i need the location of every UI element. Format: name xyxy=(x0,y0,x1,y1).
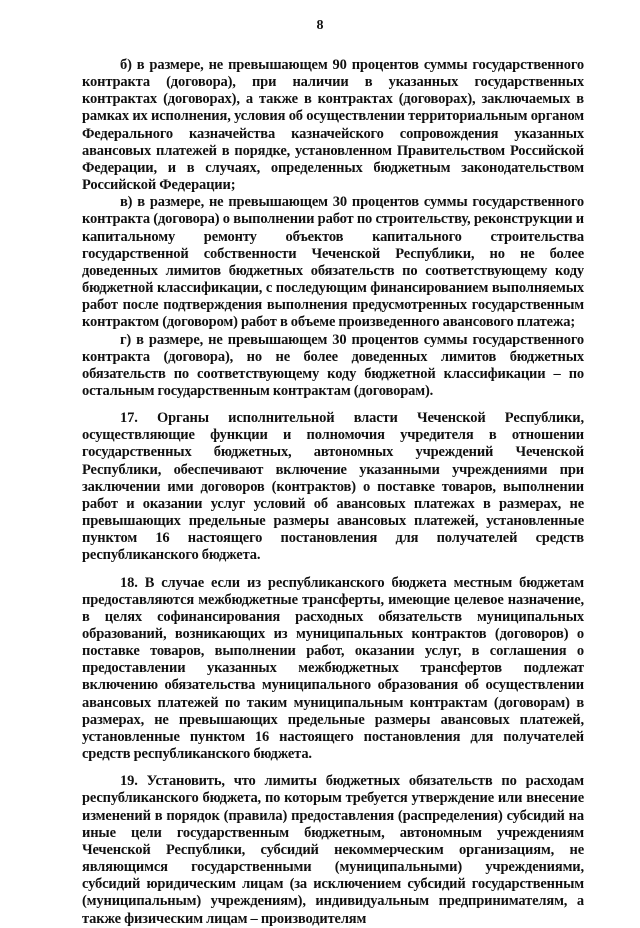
paragraph-subitem-g: г) в размере, не превышающем 30 процентов суммы государственного контракта (договора), но не более доведенных лимитов бюджетных обязательств по соответствующему коду бюджетной классификации – по остальным государственным контрактам (договорам). xyxy=(82,331,584,399)
paragraph-subitem-b: б) в размере, не превышающем 90 процентов суммы государственного контракта (договора), при наличии в указанных государственных контрактах (договорах), а также в контрактах (договорах), заключаемых в рамках их исполнения, условия об осуществлении территориальным органом Федерального казначейства казначейского сопровождения указанных авансовых платежей в порядке, установленном Правительством Российской Федерации, и в случаях, определенных бюджетным законодательством Российской Федерации; xyxy=(82,57,584,194)
paragraph-19: 19. Установить, что лимиты бюджетных обязательств по расходам республиканского бюджета, по которым требуется утверждение или внесение изменений в порядок (правила) предоставления (распределения) субсидий на иные цели государственным бюджетным, автономным учреждениям Чеченской Республики, субсидий некоммерческим организациям, не являющимся государственными (муниципальными) учреждениями, субсидий юридическим лицам (за исключением субсидий государственным (муниципальным) учреждениям), индивидуальным предпринимателям, а также физическим лицам – производителям xyxy=(82,773,584,927)
page-number: 8 xyxy=(316,18,324,33)
paragraph-17: 17. Органы исполнительной власти Чеченской Республики, осуществляющие функции и полномочия учредителя в отношении государственных бюджетных, автономных учреждений Чеченской Республики, обеспечивают включение указанными учреждениями при заключении ими договоров (контрактов) о поставке товаров, выполнении работ и оказании услуг условий об авансовых платежах в размерах, не превышающих предельные размеры авансовых платежей, установленные пунктом 16 настоящего постановления для получателей средств республиканского бюджета. xyxy=(82,410,584,564)
paragraph-subitem-v: в) в размере, не превышающем 30 процентов суммы государственного контракта (договора) о выполнении работ по строительству, реконструкции и капитальному ремонту объектов капитального строительства государственной собственности Чеченской Республики, но не более доведенных лимитов бюджетных обязательств по соответствующему коду бюджетной классификации, с последующим финансированием выполняемых работ после подтверждения выполнения предусмотренных государственным контрактом (договором) работ в объеме произведенного авансового платежа; xyxy=(82,194,584,331)
paragraph-18: 18. В случае если из республиканского бюджета местным бюджетам предоставляются межбюджетные трансферты, имеющие целевое назначение, в целях софинансирования расходных обязательств муниципальных образований, возникающих из муниципальных контрактов (договоров) о поставке товаров, выполнении работ, оказании услуг, в соглашения о предоставлении указанных межбюджетных трансфертов подлежат включению обязательства муниципального образования об осуществлении авансовых платежей по таким муниципальным контрактам (договорам) в размерах, не превышающих предельные размеры авансовых платежей, установленные пунктом 16 настоящего постановления для получателей средств республиканского бюджета. xyxy=(82,574,584,763)
document-body xyxy=(82,57,584,928)
